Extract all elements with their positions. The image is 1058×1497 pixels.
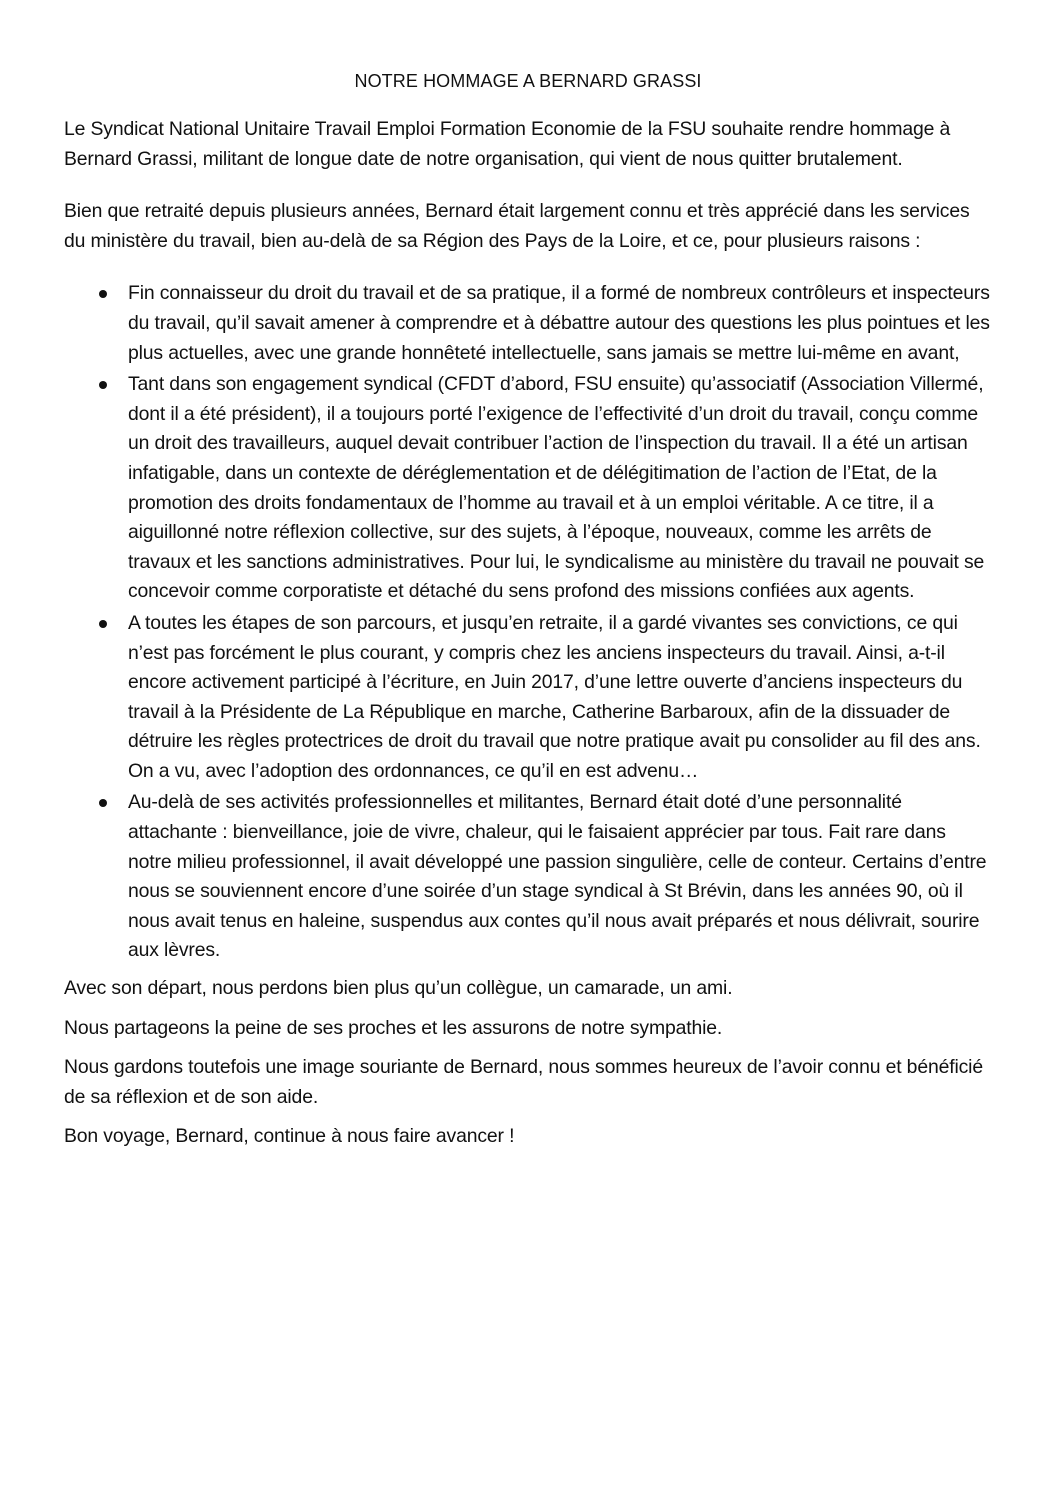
bullet-icon bbox=[99, 620, 107, 628]
list-item-text: Fin connaisseur du droit du travail et de sa pratique, il a formé de nombreux contrôleurs et inspecteurs du travail, qu’il savait amener à comprendre et à débattre autour des questions les plus pointues et les plus actuelles, avec une grande honnêteté intellectuelle, sans jamais se mettre lui-même en avant, bbox=[128, 282, 990, 364]
closing-paragraph-departure: Avec son départ, nous perdons bien plus qu’un collègue, un camarade, un ami. bbox=[64, 977, 733, 1000]
closing-paragraph-farewell: Bon voyage, Bernard, continue à nous faire avancer ! bbox=[64, 1125, 515, 1148]
closing-paragraph-sympathy: Nous partageons la peine de ses proches et les assurons de notre sympathie. bbox=[64, 1016, 723, 1039]
document-title: NOTRE HOMMAGE A BERNARD GRASSI bbox=[354, 71, 702, 91]
list-item-text: A toutes les étapes de son parcours, et jusqu’en retraite, il a gardé vivantes ses convictions, ce qui n’est pas forcément le plus courant, y compris chez les anciens inspecteurs du travail. Ainsi, a-t-il encore activement participé à l’écriture, en Juin 2017, d’une lettre ouverte d’anciens inspecteurs du travail à la Présidente de La République en marche, Catherine Barbaroux, afin de la dissuader de détruire les règles protectrices de droit du travail que notre pratique avait pu consolider au fil des ans. On a vu, avec l’adoption des ordonnances, ce qu’il en est advenu… bbox=[128, 611, 981, 782]
bullet-icon bbox=[99, 381, 107, 389]
list-item bbox=[128, 788, 992, 966]
intro-paragraph: Le Syndicat National Unitaire Travail Emploi Formation Economie de la FSU souhaite rendre hommage à Bernard Grassi, militant de longue date de notre organisation, qui vient de nous quitter brutalement. bbox=[64, 118, 951, 170]
list-item bbox=[128, 279, 992, 368]
reasons-list bbox=[64, 279, 992, 966]
list-item bbox=[128, 370, 992, 607]
list-item-text: Au-delà de ses activités professionnelles et militantes, Bernard était doté d’une personnalité attachante : bienveillance, joie de vivre, chaleur, qui le faisaient apprécier par tous. Fait rare dans notre milieu professionnel, il avait développé une passion singulière, celle de conteur. Certains d’entre nous se souviennent encore d’une soirée d’un stage syndical à St Brévin, dans les années 90, où il nous avait tenus en haleine, suspendus aux contes qu’il nous avait préparés et nous délivrait, sourire aux lèvres. bbox=[128, 791, 987, 962]
bullet-icon bbox=[99, 799, 107, 807]
list-item bbox=[128, 609, 992, 787]
context-paragraph: Bien que retraité depuis plusieurs années, Bernard était largement connu et très apprécié dans les services du ministère du travail, bien au-delà de sa Région des Pays de la Loire, et ce, pour plusieurs raisons : bbox=[64, 200, 970, 252]
bullet-icon bbox=[99, 290, 107, 298]
list-item-text: Tant dans son engagement syndical (CFDT d’abord, FSU ensuite) qu’associatif (Association Villermé, dont il a été président), il a toujours porté l’exigence de l’effectivité d’un droit du travail, conçu comme un droit des travailleurs, auquel devait contribuer l’action de l’inspection du travail. Il a été un artisan infatigable, dans un contexte de déréglementation et de délégitimation de l’action de l’Etat, de la promotion des droits fondamentaux de l’homme au travail et à un emploi véritable. A ce titre, il a aiguillonné notre réflexion collective, sur des sujets, à l’époque, nouveaux, comme les arrêts de travaux et les sanctions administratives. Pour lui, le syndicalisme au ministère du travail ne pouvait se concevoir comme corporatiste et détaché du sens profond des missions confiées aux agents. bbox=[128, 373, 985, 603]
closing-paragraph-memory: Nous gardons toutefois une image souriante de Bernard, nous sommes heureux de l’avoir connu et bénéficié de sa réflexion et de son aide. bbox=[64, 1056, 983, 1108]
